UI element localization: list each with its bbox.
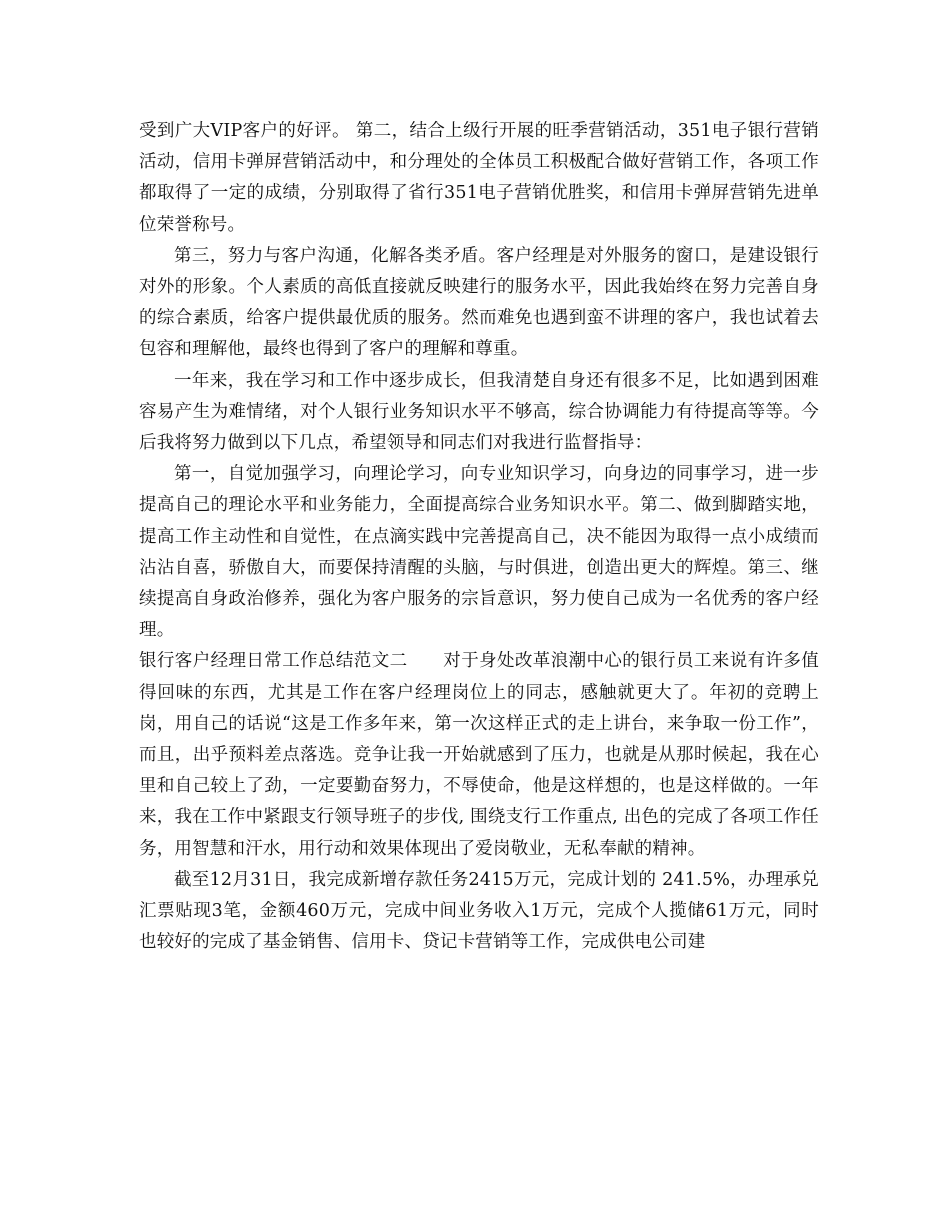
paragraph-3: 一年来，我在学习和工作中逐步成长，但我清楚自身还有很多不足，比如遇到困难容易产生为难情绪，对个人银行业务知识水平不够高，综合协调能力有待提高等等。今后我将努力做到以下几点，希望领导和同志们对我进行监督指导： — [139, 370, 819, 454]
paragraph-1: 受到广大VIP客户的好评。 第二，结合上级行开展的旺季营销活动，351电子银行营销活动，信用卡弹屏营销活动中，和分理处的全体员工积极配合做好营销工作，各项工作都取得了一定的成绩，分别取得了省行351电子营销优胜奖，和信用卡弹屏营销先进单位荣誉称号。 — [139, 121, 819, 235]
paragraph-6: 截至12月31日，我完成新增存款任务2415万元，完成计划的 241.5%，办理承兑汇票贴现3笔，金额460万元，完成中间业务收入1万元，完成个人揽储61万元，同时也较好的完成了基金销售、信用卡、贷记卡营销等工作，完成供电公司建 — [139, 869, 819, 953]
document-body — [139, 116, 819, 958]
paragraph-2: 第三，努力与客户沟通，化解各类矛盾。客户经理是对外服务的窗口，是建设银行对外的形象。个人素质的高低直接就反映建行的服务水平，因此我始终在努力完善自身的综合素质，给客户提供最优质的服务。然而难免也遇到蛮不讲理的客户，我也试着去包容和理解他，最终也得到了客户的理解和尊重。 — [139, 245, 819, 360]
paragraph-5: 银行客户经理日常工作总结范文二 对于身处改革浪潮中心的银行员工来说有许多值得回味的东西，尤其是工作在客户经理岗位上的同志，感触就更大了。年初的竞聘上岗，用自己的话说“这是工作多年来，第一次这样正式的走上讲台，来争取一份工作”，而且，出乎预料差点落选。竞争让我一开始就感到了压力，也就是从那时候起，我在心里和自己较上了劲，一定要勤奋努力，不辱使命，他是这样想的，也是这样做的。一年来，我在工作中紧跟支行领导班子的步伐, 围绕支行工作重点, 出色的完成了各项工作任务，用智慧和汗水，用行动和效果体现出了爱岗敬业，无私奉献的精神。 — [139, 651, 819, 859]
paragraph-4: 第一，自觉加强学习，向理论学习，向专业知识学习，向身边的同事学习，进一步提高自己的理论水平和业务能力，全面提高综合业务知识水平。第二、做到脚踏实地，提高工作主动性和自觉性，在点滴实践中完善提高自己，决不能因为取得一点小成绩而沾沾自喜，骄傲自大，而要保持清醒的头脑，与时俱进，创造出更大的辉煌。第三、继续提高自身政治修养，强化为客户服务的宗旨意识，努力使自己成为一名优秀的客户经理。 — [139, 464, 819, 641]
